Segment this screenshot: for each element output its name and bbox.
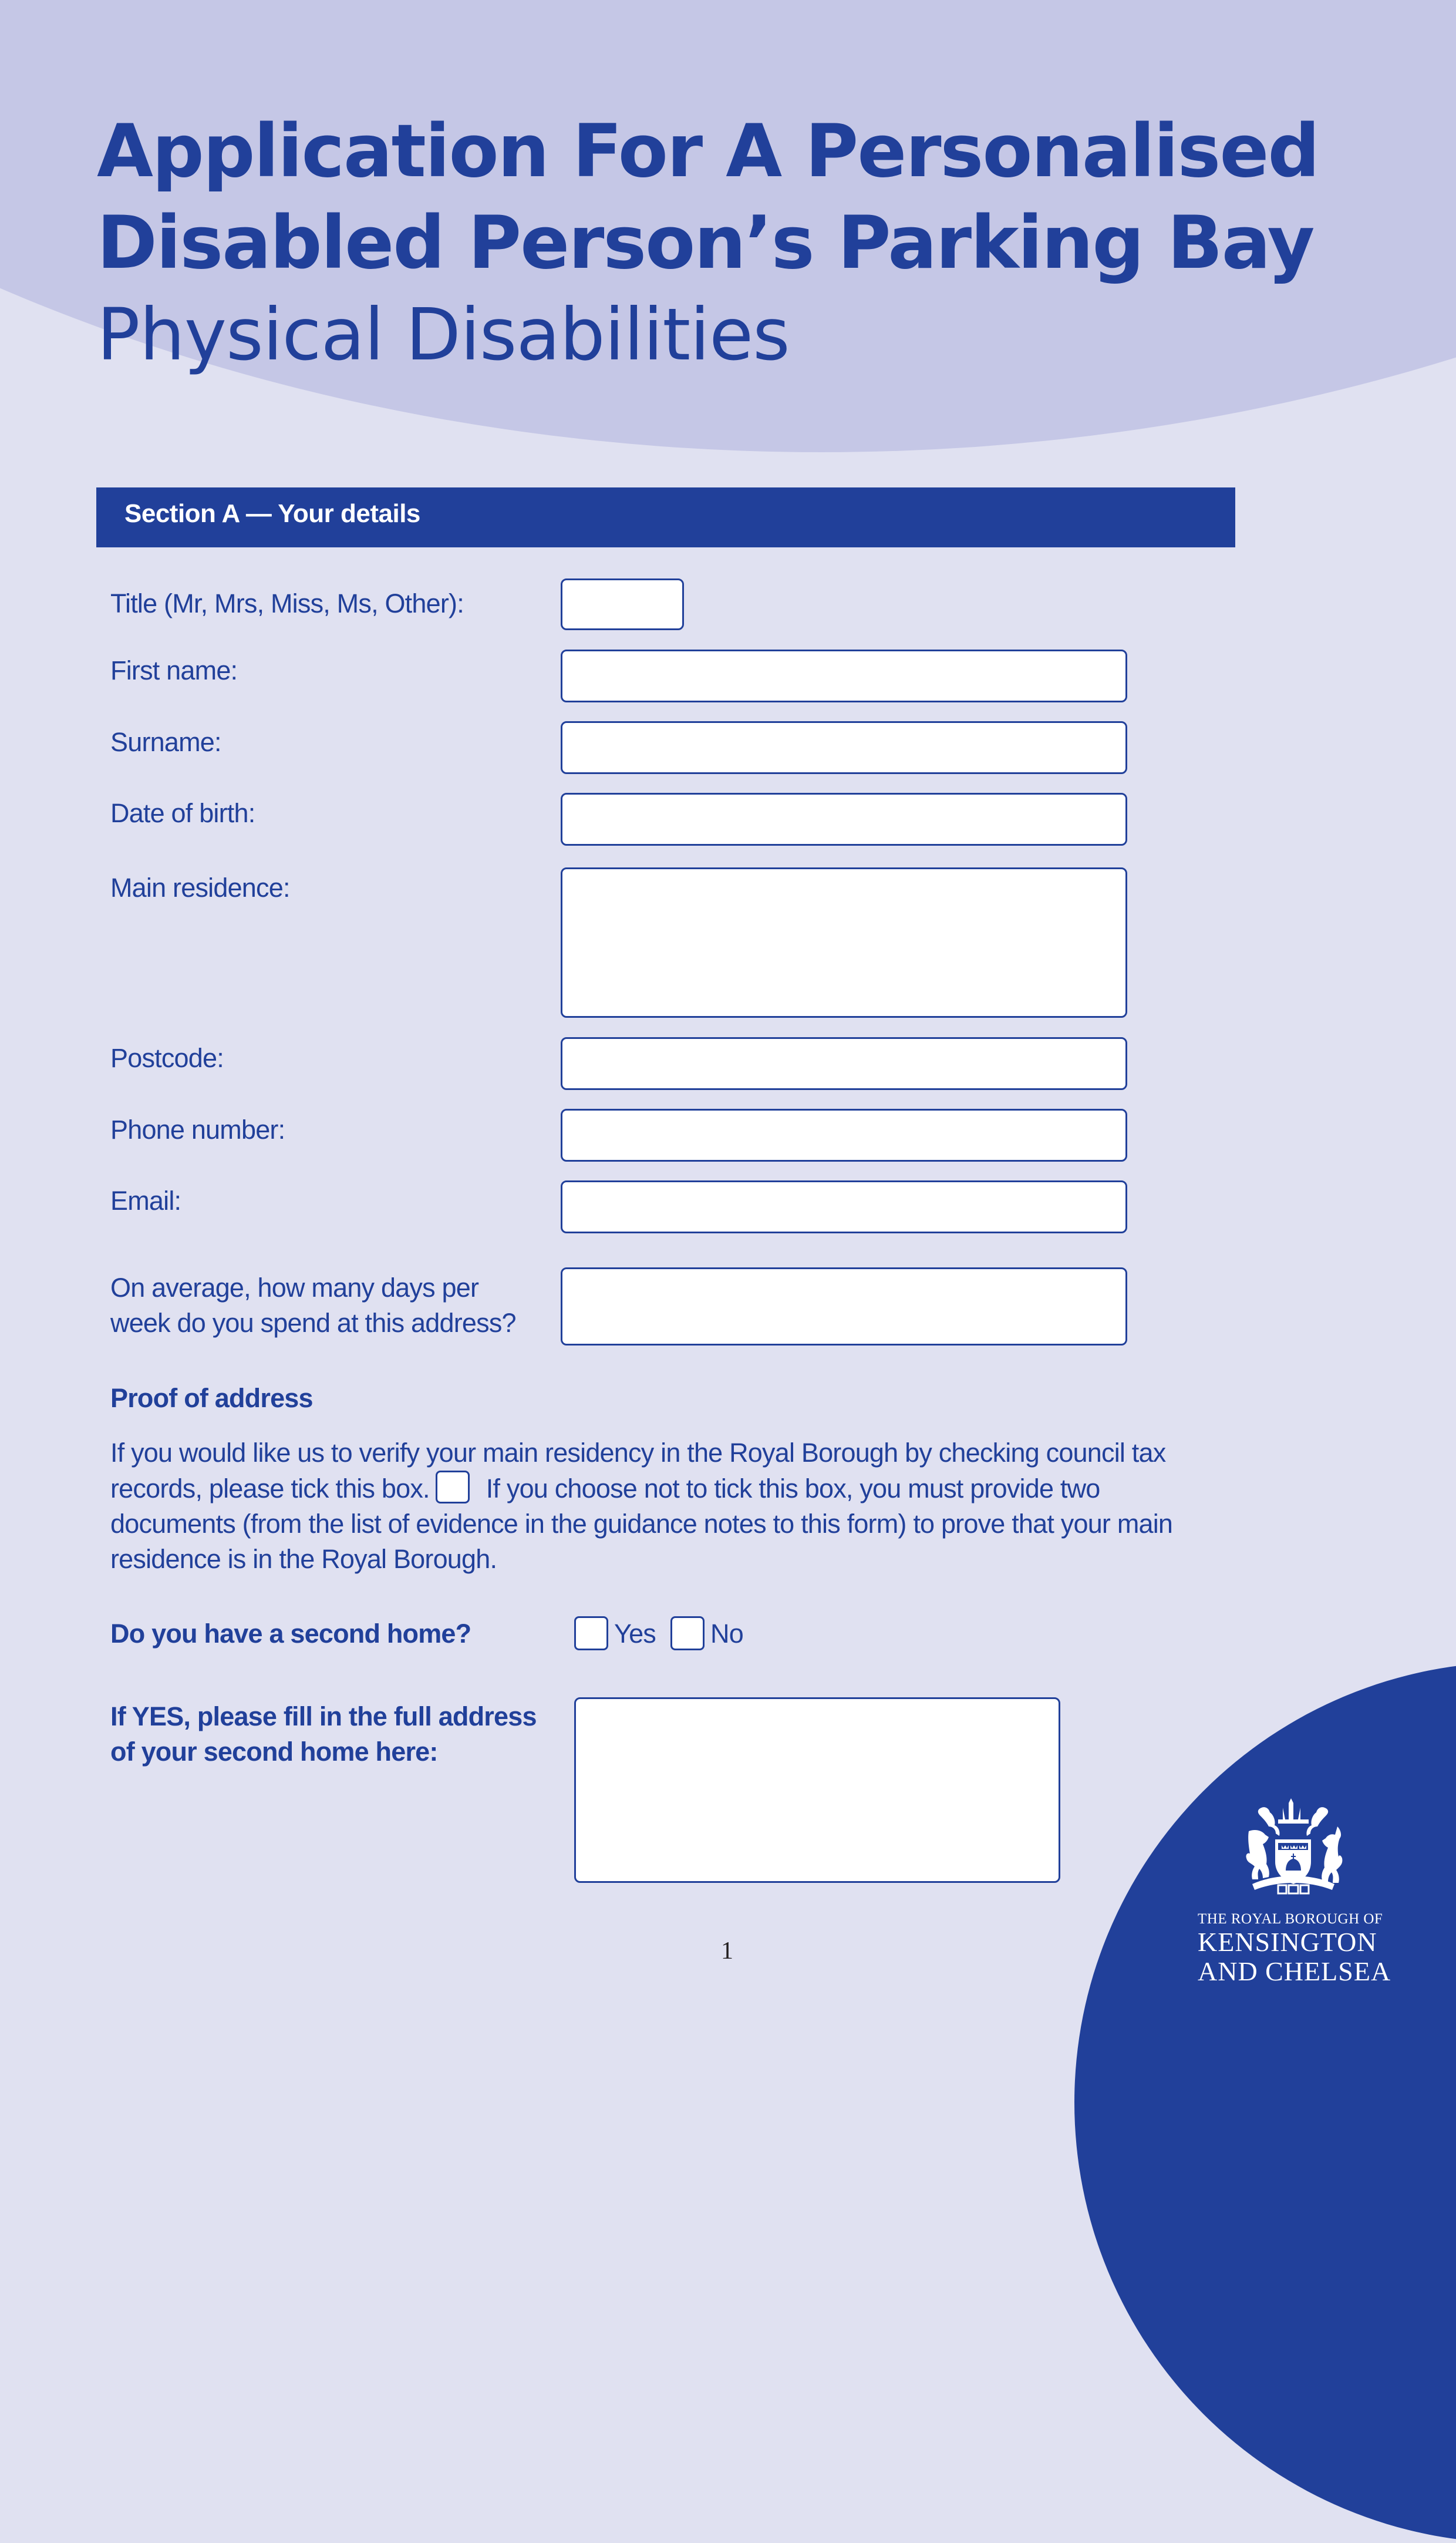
days-per-week-label-line-1: On average, how many days per: [110, 1273, 479, 1303]
main-residence-label: Main residence:: [110, 873, 290, 903]
section-a-heading: Section A — Your details: [124, 499, 420, 528]
surname-field[interactable]: [561, 721, 1127, 774]
logo-line-2: AND CHELSEA: [1198, 1956, 1391, 1986]
proof-of-address-text: [110, 1435, 1226, 1577]
second-home-address-label-line-1: If YES, please fill in the full address: [110, 1701, 537, 1731]
second-home-address-label: [110, 1699, 537, 1770]
proof-of-address-text-before: If you would like us to verify your main residency in the Royal Borough by checking council tax records, please tick this box.: [110, 1438, 1166, 1503]
page-title-line-1: Application For A Personalised: [97, 109, 1319, 194]
days-per-week-label-line-2: week do you spend at this address?: [110, 1308, 516, 1338]
email-label: Email:: [110, 1186, 181, 1216]
council-tax-check-checkbox[interactable]: [436, 1471, 470, 1503]
second-home-yes-label: Yes: [614, 1619, 656, 1649]
second-home-question: Do you have a second home?: [110, 1619, 471, 1649]
page-title-block: [97, 106, 1319, 381]
phone-number-label: Phone number:: [110, 1115, 285, 1145]
second-home-no-label: No: [710, 1619, 743, 1649]
logo-line-1: KENSINGTON: [1198, 1927, 1377, 1957]
second-home-address-field[interactable]: [574, 1697, 1060, 1883]
second-home-address-label-line-2: of your second home here:: [110, 1737, 438, 1767]
page-subtitle: Physical Disabilities: [97, 293, 790, 376]
title-label: Title (Mr, Mrs, Miss, Ms, Other):: [110, 588, 464, 618]
proof-of-address-heading: Proof of address: [110, 1383, 313, 1413]
email-field[interactable]: [561, 1180, 1127, 1233]
council-logo: [1198, 1797, 1391, 1986]
first-name-field[interactable]: [561, 650, 1127, 702]
coat-of-arms-icon: [1242, 1797, 1344, 1897]
footer-corner-arc: [1074, 1662, 1456, 2543]
logo-line-small: THE ROYAL BOROUGH OF: [1198, 1911, 1383, 1927]
days-per-week-label: [110, 1270, 516, 1341]
postcode-field[interactable]: [561, 1037, 1127, 1090]
days-per-week-field[interactable]: [561, 1267, 1127, 1345]
date-of-birth-label: Date of birth:: [110, 798, 255, 828]
phone-number-field[interactable]: [561, 1109, 1127, 1162]
second-home-no-checkbox[interactable]: [670, 1616, 705, 1650]
proof-of-address-text-after: If you choose not to tick this box, you must provide two documents (from the list of evidence in the guidance notes to this form) to prove that your main residence is in the Royal Borough.: [110, 1474, 1173, 1574]
title-field[interactable]: [561, 578, 684, 630]
main-residence-field[interactable]: [561, 867, 1127, 1018]
page-number: 1: [721, 1937, 733, 1965]
surname-label: Surname:: [110, 727, 221, 757]
second-home-yes-checkbox[interactable]: [574, 1616, 608, 1650]
date-of-birth-field[interactable]: [561, 793, 1127, 846]
postcode-label: Postcode:: [110, 1043, 224, 1073]
first-name-label: First name:: [110, 655, 238, 685]
page-title-line-2: Disabled Person’s Parking Bay: [97, 201, 1314, 285]
section-a-header: [96, 487, 1235, 547]
